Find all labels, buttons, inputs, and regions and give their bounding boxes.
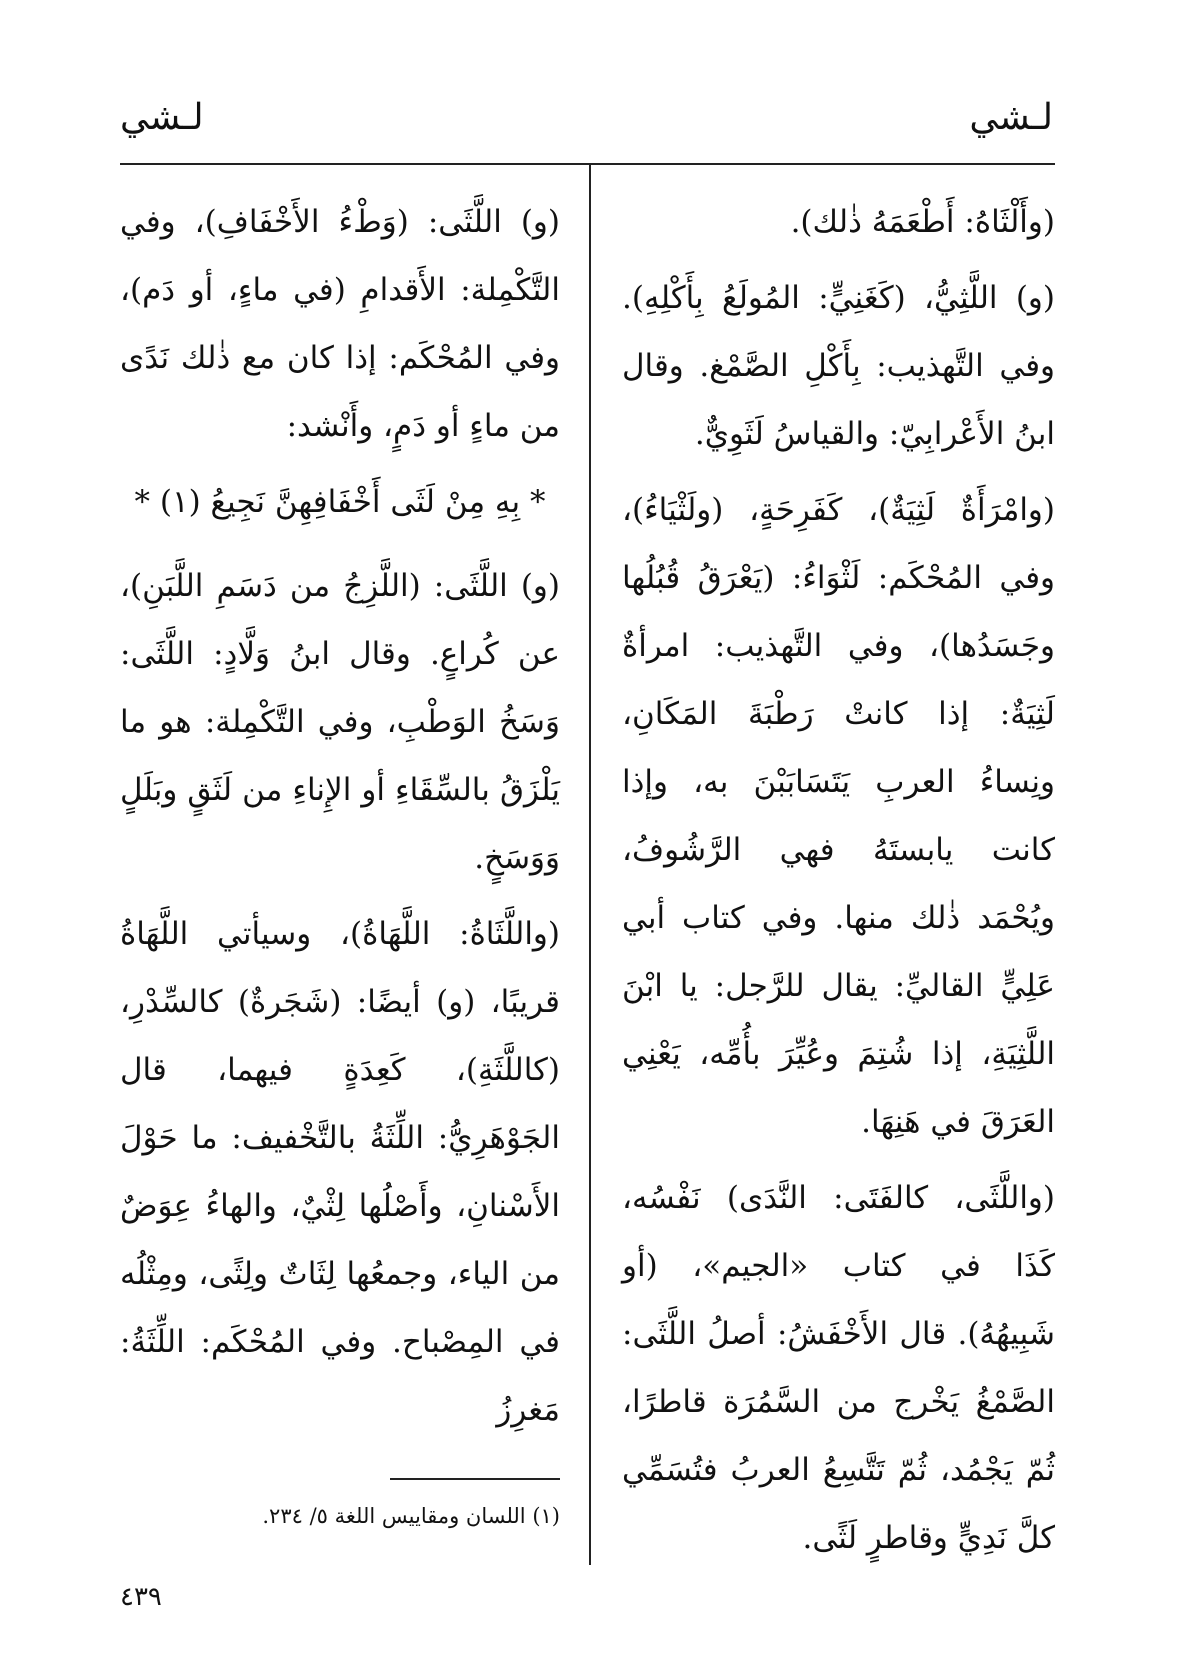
column-divider: [589, 165, 591, 1565]
running-head-left: لـشي: [120, 97, 204, 138]
page-number: ٤٣٩: [120, 1582, 162, 1612]
running-head-right: لـشي: [969, 97, 1053, 138]
right-paragraph-2: (و) اللَّثِيُّ، (كَغَنِيٍّ: المُولَعُ بِأَكْلِهِ). وفي التَّهذيب: بِأَكْلِ الصَّمْغ. وقال ابنُ الأَعْرابِيّ: والقياسُ لَثَوِيٌّ.: [622, 280, 1055, 452]
left-paragraph-1: (و) اللَّثَى: (وَطْءُ الأَخْفَافِ)، وفي التَّكْمِلة: الأَقدامِ (في ماءٍ، أو دَم)، وفي المُحْكَم: إذا كان مع ذٰلك نَدًى من ماءٍ أو دَمٍ، وأَنْشد:: [120, 204, 560, 444]
footnote: (١) اللسان ومقاييس اللغة ٥/ ٢٣٤.: [262, 1504, 560, 1528]
right-paragraph-3: (وامْرَأَةٌ لَثِيَةٌ)، كَفَرِحَةٍ، (ولَثْيَاءُ)، وفي المُحْكَم: لَثْوَاءُ: (يَعْرَقُ قُبُلُها وجَسَدُها)، وفي التَّهذيب: امرأةٌ لَثِيَةٌ: إذا كانتْ رَطْبَةَ المَكَانِ، ونِساءُ العربِ يَتَسَابَبْنَ به، وإذا كانت يابستَهُ فهي الرَّشُوفُ، ويُحْمَد ذٰلك منها. وفي كتاب أبي عَلِيٍّ القاليِّ: يقال للرَّجل: يا ابْنَ اللَّثِيَةِ، إذا شُتِمَ وعُيِّرَ بأُمِّه، يَعْنِي العَرَقَ في هَنِهَا.: [622, 492, 1055, 1140]
left-column: [120, 188, 560, 1452]
footnote-rule: [390, 1478, 560, 1480]
right-column: [622, 188, 1055, 1580]
verse-line: * بِهِ مِنْ لَثَى أَخْفَافِهِنَّ نَجِيعُ (١) *: [134, 484, 546, 520]
left-paragraph-3: (واللَّثَاةُ: اللَّهَاةُ)، وسيأتي اللَّهَاةُ قريبًا، (و) أيضًا: (شَجَرةٌ) كالسِّدْرِ، (كاللَّثَةِ)، كَعِدَةٍ فيهما، قال الجَوْهَرِيُّ: اللِّثَةُ بالتَّخْفيف: ما حَوْلَ الأَسْنانِ، وأَصْلُها لِثْيٌ، والهاءُ عِوَضٌ من الياء، وجمعُها لِثَاتٌ ولِثًى، ومِثْلُه في المِصْباح. وفي المُحْكَم: اللِّثَةُ: مَغرِزُ: [120, 916, 560, 1428]
right-paragraph-1: (وأَلْثَاهُ: أَطْعَمَهُ ذٰلك).: [790, 204, 1055, 240]
left-paragraph-2: (و) اللَّثَى: (اللَّزِجُ من دَسَمِ اللَّبَنِ)، عن كُراعٍ. وقال ابنُ وَلَّادٍ: اللَّثَى: وَسَخُ الوَطْبِ، وفي التَّكْمِلة: هو ما يَلْزَقُ بالسِّقَاءِ أو الإِناءِ من لَثَقٍ وبَلَلٍ وَوَسَخٍ.: [120, 568, 560, 876]
right-paragraph-4: (واللَّثَى، كالفَتَى: النَّدَى) نَفْسُه، كَذَا في كتاب «الجيم»، (أو شَبِيهُهُ). قال الأَخْفَشُ: أصلُ اللَّثَى: الصَّمْغُ يَخْرج من السَّمُرَة قاطرًا، ثُمّ يَجْمُد، ثُمّ تَتَّسِعُ العربُ فتُسَمِّي كلَّ نَدِيٍّ وقاطرٍ لَثًى.: [622, 1180, 1055, 1556]
header-rule: [120, 163, 1055, 165]
